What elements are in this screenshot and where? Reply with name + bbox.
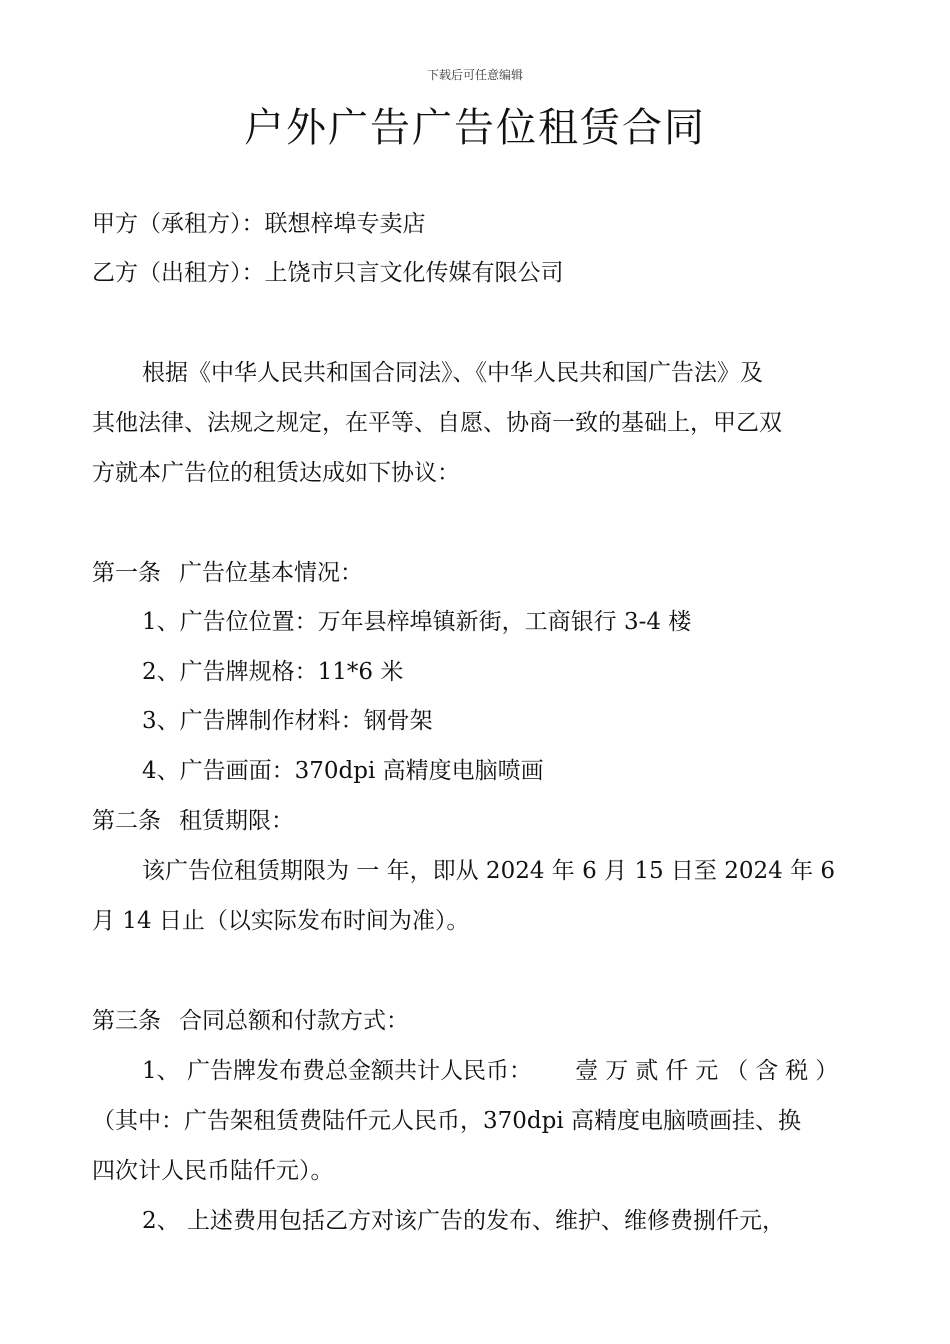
article-3-item-1-prefix: 1、 广告牌发布费总金额共计人民币： bbox=[142, 1058, 532, 1084]
preamble-line-2: 其他法律、法规之规定，在平等、自愿、协商一致的基础上，甲乙双 bbox=[92, 410, 782, 436]
article-1-item-4: 4、广告画面：370dpi 高精度电脑喷画 bbox=[142, 758, 544, 784]
article-3-item-1-amount: 壹万贰仟元（含税） bbox=[575, 1058, 846, 1084]
preamble-line-1: 根据《中华人民共和国合同法》、《中华人民共和国广告法》及 bbox=[142, 360, 763, 386]
party-b: 乙方（出租方）：上饶市只言文化传媒有限公司 bbox=[92, 260, 564, 286]
article-1-title: 广告位基本情况： bbox=[179, 560, 363, 586]
article-2-heading bbox=[92, 805, 862, 837]
article-1-heading bbox=[92, 557, 862, 589]
article-3-item-1-cont-1: （其中：广告架租赁费陆仟元人民币，370dpi 高精度电脑喷画挂、换 bbox=[92, 1108, 802, 1134]
article-1-item-1: 1、广告位位置：万年县梓埠镇新街，工商银行 3-4 楼 bbox=[142, 609, 692, 635]
article-3-item-1 bbox=[142, 1055, 862, 1087]
document-title: 户外广告广告位租赁合同 bbox=[244, 105, 706, 151]
header-note: 下载后可任意编辑 bbox=[426, 68, 523, 82]
party-a: 甲方（承租方）：联想梓埠专卖店 bbox=[92, 211, 426, 237]
article-2-number: 第二条 bbox=[92, 808, 161, 834]
article-2-line-1: 该广告位租赁期限为 一 年，即从 2024 年 6 月 15 日至 2024 年 6 bbox=[142, 858, 836, 884]
article-1-item-3: 3、广告牌制作材料：钢骨架 bbox=[142, 708, 433, 734]
article-3-title: 合同总额和付款方式： bbox=[179, 1008, 409, 1034]
article-2-title: 租赁期限： bbox=[179, 808, 294, 834]
article-3-heading bbox=[92, 1005, 862, 1037]
article-1-item-2: 2、广告牌规格：11*6 米 bbox=[142, 659, 404, 685]
article-3-item-2: 2、 上述费用包括乙方对该广告的发布、维护、维修费捌仟元， bbox=[142, 1208, 785, 1234]
article-3-item-1-cont-2: 四次计人民币陆仟元）。 bbox=[92, 1158, 334, 1184]
article-3-number: 第三条 bbox=[92, 1008, 161, 1034]
article-2-line-2: 月 14 日止（以实际发布时间为准）。 bbox=[92, 908, 470, 934]
preamble-line-3: 方就本广告位的租赁达成如下协议： bbox=[92, 460, 460, 486]
article-1-number: 第一条 bbox=[92, 560, 161, 586]
